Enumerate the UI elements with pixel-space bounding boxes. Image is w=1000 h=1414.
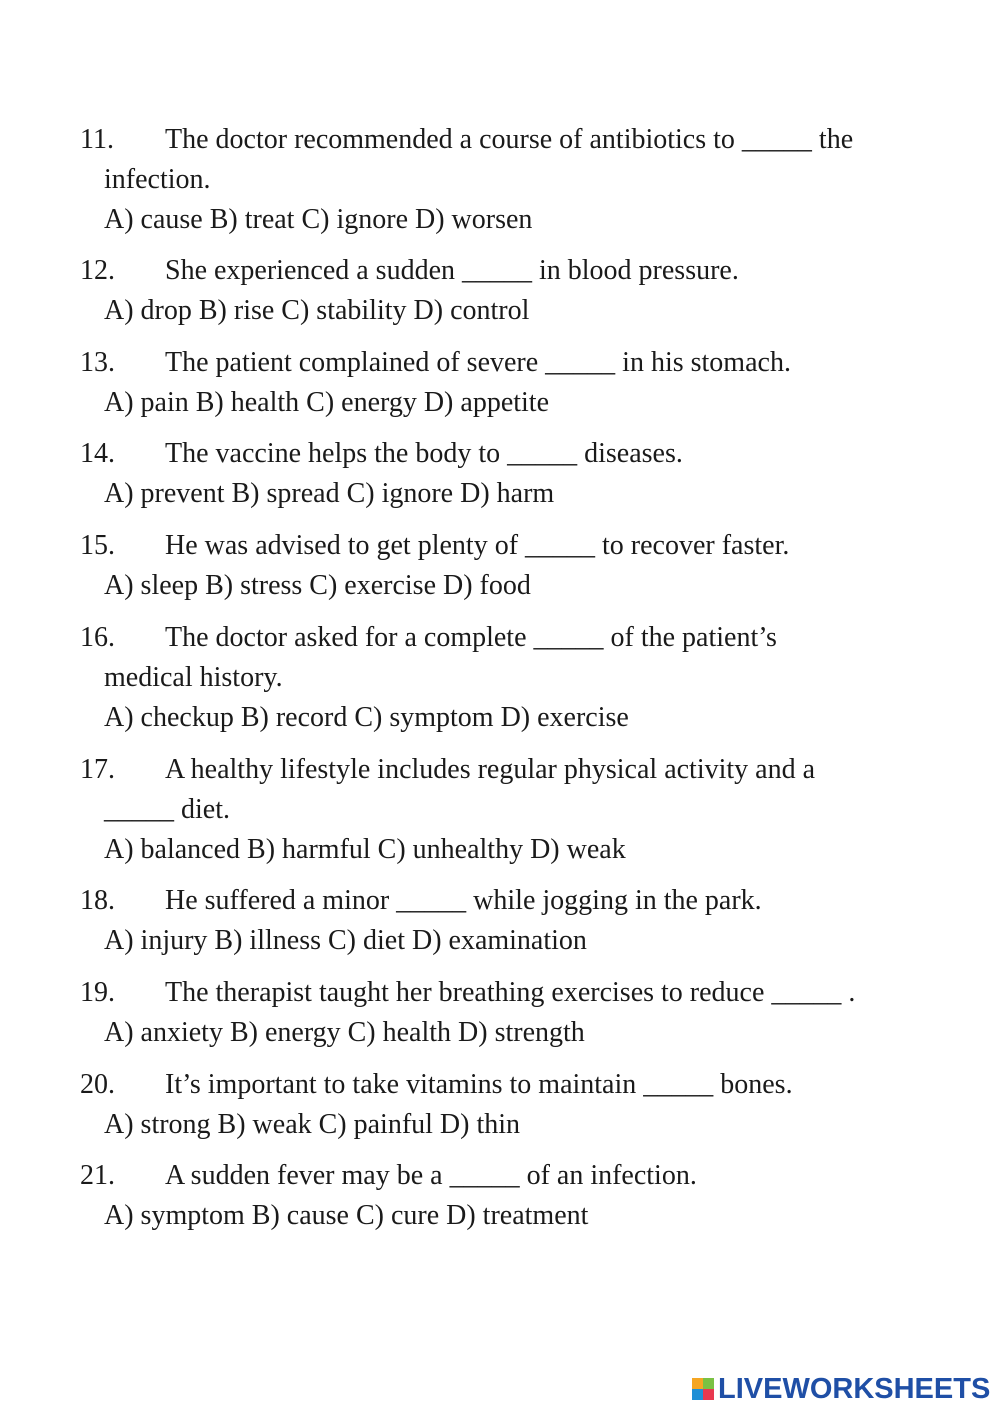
question-number: 19. bbox=[80, 977, 115, 1008]
logo-square-1 bbox=[692, 1378, 703, 1389]
answer-options: A) checkup B) record C) symptom D) exercise bbox=[104, 702, 629, 733]
question-21 bbox=[80, 1156, 920, 1236]
question-text-continuation: medical history. bbox=[104, 662, 283, 693]
answer-options: A) prevent B) spread C) ignore D) harm bbox=[104, 478, 555, 509]
question-number: 20. bbox=[80, 1069, 115, 1100]
question-number: 16. bbox=[80, 622, 115, 653]
liveworksheets-logo bbox=[692, 1374, 990, 1404]
question-12 bbox=[80, 251, 920, 331]
question-text-continuation: infection. bbox=[104, 164, 211, 195]
question-text: A healthy lifestyle includes regular physical activity and a bbox=[165, 754, 816, 785]
answer-options: A) injury B) illness C) diet D) examination bbox=[104, 925, 587, 956]
question-number: 11. bbox=[80, 124, 114, 155]
question-text: The doctor asked for a complete _____ of the patient’s bbox=[165, 622, 777, 653]
question-17 bbox=[80, 750, 920, 870]
answer-options: A) cause B) treat C) ignore D) worsen bbox=[104, 204, 533, 235]
question-text: A sudden fever may be a _____ of an infection. bbox=[165, 1160, 697, 1191]
question-15 bbox=[80, 526, 920, 606]
question-19 bbox=[80, 973, 920, 1053]
question-11 bbox=[80, 120, 920, 240]
question-number: 13. bbox=[80, 347, 115, 378]
question-number: 12. bbox=[80, 255, 115, 286]
question-text: He suffered a minor _____ while jogging in the park. bbox=[165, 885, 762, 916]
question-number: 17. bbox=[80, 754, 115, 785]
question-20 bbox=[80, 1065, 920, 1145]
question-text: It’s important to take vitamins to maintain _____ bones. bbox=[165, 1069, 793, 1100]
logo-square-2 bbox=[703, 1378, 714, 1389]
question-text: The doctor recommended a course of antibiotics to _____ the bbox=[165, 124, 854, 155]
question-number: 15. bbox=[80, 530, 115, 561]
question-text: She experienced a sudden _____ in blood pressure. bbox=[165, 255, 739, 286]
answer-options: A) anxiety B) energy C) health D) strength bbox=[104, 1017, 585, 1048]
question-16 bbox=[80, 618, 920, 738]
answer-options: A) symptom B) cause C) cure D) treatment bbox=[104, 1200, 589, 1231]
answer-options: A) balanced B) harmful C) unhealthy D) weak bbox=[104, 834, 626, 865]
question-number: 14. bbox=[80, 438, 115, 469]
question-14 bbox=[80, 434, 920, 514]
question-number: 18. bbox=[80, 885, 115, 916]
question-number: 21. bbox=[80, 1160, 115, 1191]
question-13 bbox=[80, 343, 920, 423]
liveworksheets-logo-text: LIVEWORKSHEETS bbox=[718, 1373, 991, 1405]
question-text: He was advised to get plenty of _____ to recover faster. bbox=[165, 530, 790, 561]
answer-options: A) pain B) health C) energy D) appetite bbox=[104, 387, 550, 418]
question-text: The therapist taught her breathing exercises to reduce _____ . bbox=[165, 977, 856, 1008]
answer-options: A) strong B) weak C) painful D) thin bbox=[104, 1109, 521, 1140]
question-text: The patient complained of severe _____ in his stomach. bbox=[165, 347, 791, 378]
question-18 bbox=[80, 881, 920, 961]
question-text: The vaccine helps the body to _____ diseases. bbox=[165, 438, 683, 469]
answer-options: A) sleep B) stress C) exercise D) food bbox=[104, 570, 531, 601]
answer-options: A) drop B) rise C) stability D) control bbox=[104, 295, 530, 326]
question-text-continuation: _____ diet. bbox=[104, 794, 230, 825]
logo-square-4 bbox=[703, 1389, 714, 1400]
liveworksheets-logo-icon bbox=[692, 1378, 714, 1400]
logo-square-3 bbox=[692, 1389, 703, 1400]
